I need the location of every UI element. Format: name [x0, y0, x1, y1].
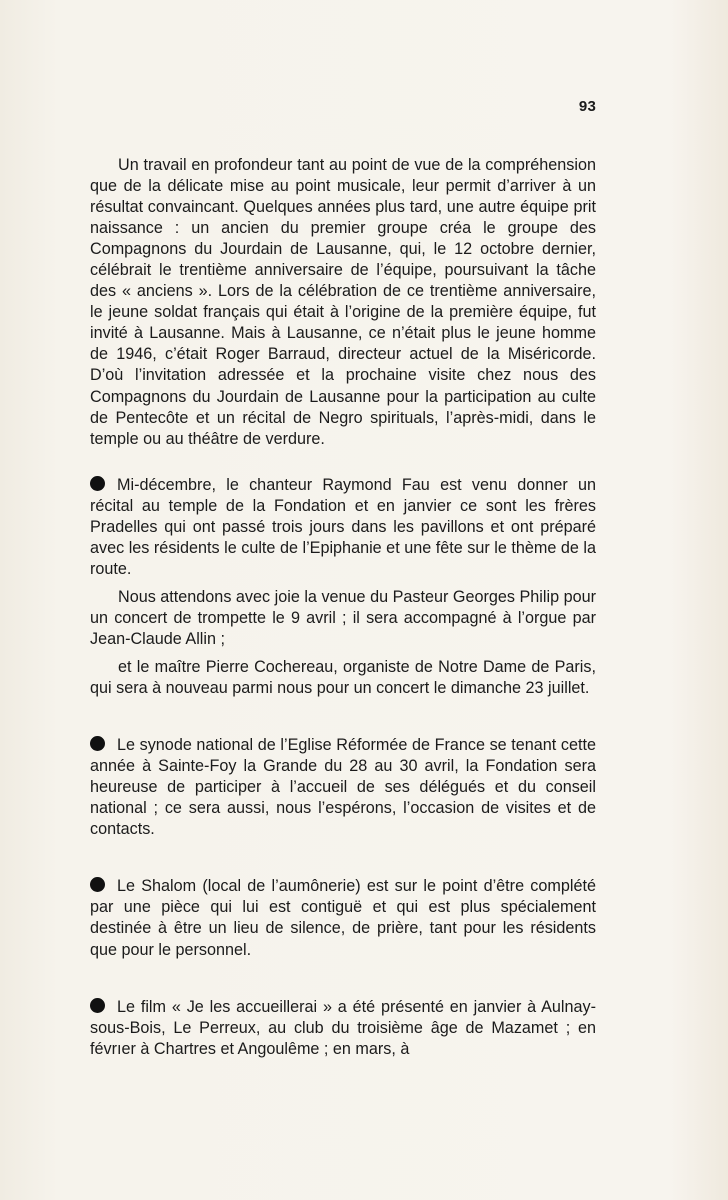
paragraph-gap — [90, 699, 596, 735]
bullet-paragraph-text: Mi-décembre, le chanteur Raymond Fau est venu donner un récital au temple de la Fondation et en janvier ce sont les frères Pradelles qui ont passé trois jours dans les pavillons et ont préparé avec les résidents le culte de l’Epiphanie et une fête sur le thème de la route. — [90, 475, 596, 578]
bullet-dot-icon — [90, 736, 105, 751]
bullet-dot-icon — [90, 877, 105, 892]
bullet-paragraph-text: Le film « Je les accueillerai » a été présenté en janvier à Aulnay-sous-Bois, Le Perreux, au club du troisième âge de Mazamet ; en févrıer à Chartres et Angoulême ; en mars, à — [90, 997, 596, 1058]
bullet-paragraph-text: Le Shalom (local de l’aumônerie) est sur le point d’être complété par une pièce qui lui est contiguë et qui est plus spécialement destinée à être un lieu de silence, de prière, tant pour les résidents que pour le personnel. — [90, 877, 596, 959]
paragraph-gap — [90, 650, 596, 657]
paragraph-gap — [90, 450, 596, 475]
bullet-paragraph-text: Le synode national de l’Eglise Réformée de France se tenant cette année à Sainte-Foy la Grande du 28 au 30 avril, la Fondation sera heureuse de participer à l’accueil de ses délégués et du conseil national ; ce sera aussi, nous l’espérons, l’occasion de visites et de contacts. — [90, 736, 596, 839]
bullet-paragraph-concerts — [90, 475, 596, 580]
page-number: 93 — [578, 98, 596, 115]
paragraph-gap — [90, 840, 596, 876]
bullet-paragraph-film — [90, 997, 596, 1060]
page-body — [90, 155, 596, 1060]
paragraph-gap — [90, 961, 596, 997]
bullet-paragraph-synod — [90, 735, 596, 840]
bullet-paragraph-shalom — [90, 876, 596, 960]
concert-announcement-paragraph: Nous attendons avec joie la venue du Pasteur Georges Philip pour un concert de trompette le 9 avril ; il sera accompagné à l’orgue par Jean-Claude Allin ; — [90, 587, 596, 648]
bullet-dot-icon — [90, 998, 105, 1013]
intro-paragraph: Un travail en profondeur tant au point de vue de la compréhension que de la délicate mise au point musicale, leur permit d’arriver à un résultat convaincant. Quelques années plus tard, une autre équipe prit naissance : un ancien du premier groupe créa le groupe des Compagnons du Jourdain de Lausanne, qui, le 12 octobre dernier, célébrait le trentième anniversaire de l’équipe, poursuivant la tâche des « anciens ». Lors de la célébration de ce trentième anniversaire, le jeune soldat français qui était à l’origine de la première équipe, fut invité à Lausanne. Mais à Lausanne, ce n’était plus le jeune homme de 1946, c’était Roger Barraud, directeur actuel de la Miséricorde. D’où l’invitation adressée et la prochaine visite chez nous des Compagnons du Jourdain de Lausanne pour la participation au culte de Pentecôte et un récital de Negro spirituals, l’après-midi, dans le temple ou au théâtre de verdure. — [90, 156, 596, 448]
paragraph-gap — [90, 580, 596, 587]
bullet-dot-icon — [90, 476, 105, 491]
organist-paragraph: et le maître Pierre Cochereau, organiste de Notre Dame de Paris, qui sera à nouveau parmi nous pour un concert le dimanche 23 juillet. — [90, 658, 596, 698]
